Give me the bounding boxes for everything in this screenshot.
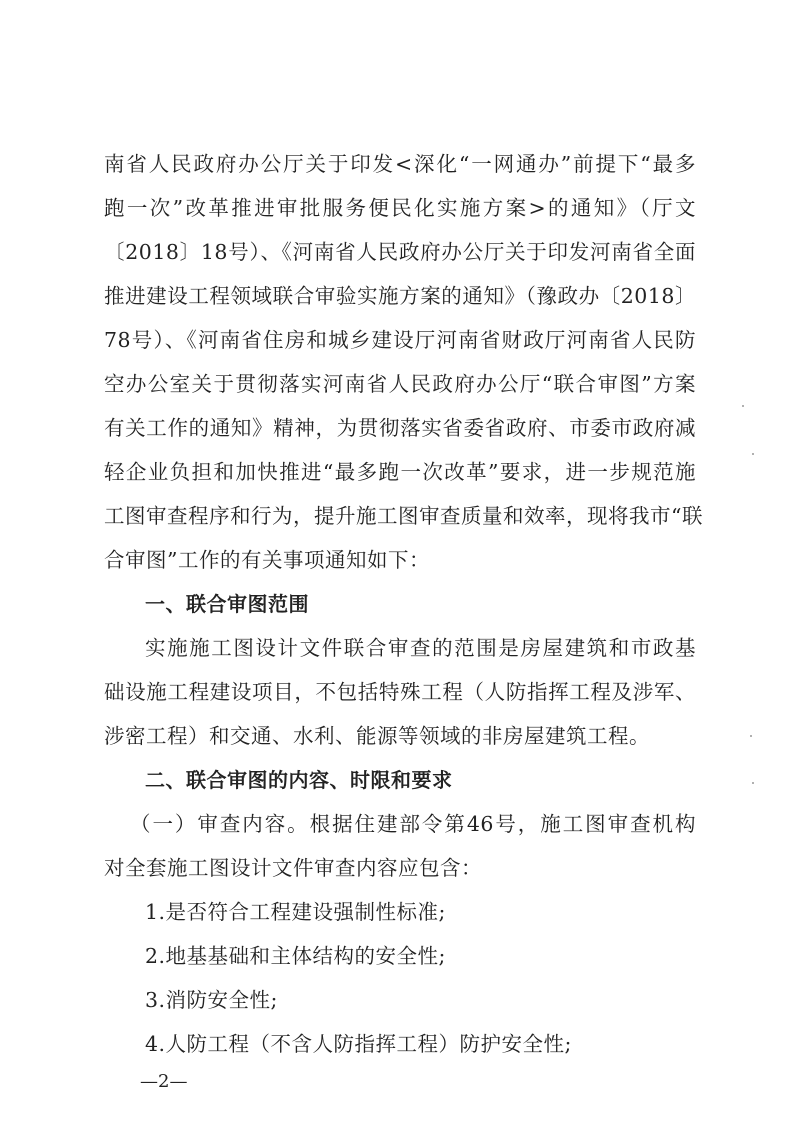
scan-speck	[750, 735, 752, 737]
text-line: 78号）、《河南省住房和城乡建设厅河南省财政厅河南省人民防	[104, 328, 696, 352]
text-line: 有关工作的通知》精神，为贯彻落实省委省政府、市委市政府减	[104, 416, 696, 440]
text-line: 对全套施工图设计文件审查内容应包含：	[104, 856, 482, 880]
text-line: 实施施工图设计文件联合审查的范围是房屋建筑和市政基	[145, 636, 696, 660]
text-line: 空办公室关于贯彻落实河南省人民政府办公厅“联合审图”方案	[104, 372, 696, 396]
section-heading: 二、联合审图的内容、时限和要求	[145, 768, 453, 792]
text-line: 南省人民政府办公厅关于印发<深化“一网通办”前提下“最多	[104, 152, 696, 176]
text-line: （一）审查内容。根据住建部令第46号，施工图审查机构	[130, 812, 696, 836]
list-item: 1.是否符合工程建设强制性标准;	[145, 900, 446, 924]
scan-speck	[752, 453, 754, 455]
text-line: 推进建设工程领域联合审验实施方案的通知》（豫政办〔2018〕	[104, 284, 696, 308]
text-line: 轻企业负担和加快推进“最多跑一次改革”要求，进一步规范施	[104, 460, 696, 484]
page-number: —2—	[140, 1071, 188, 1092]
scan-speck	[742, 405, 744, 407]
list-item: 4.人防工程（不含人防指挥工程）防护安全性;	[145, 1032, 572, 1056]
text-line: 跑一次”改革推进审批服务便民化实施方案>的通知》（厅文	[104, 196, 696, 220]
text-line: 工图审查程序和行为，提升施工图审查质量和效率，现将我市“联	[104, 504, 703, 528]
text-line: 合审图”工作的有关事项通知如下：	[104, 548, 430, 572]
list-item: 2.地基基础和主体结构的安全性;	[145, 944, 446, 968]
list-item: 3.消防安全性;	[145, 988, 278, 1012]
text-line: 础设施工程建设项目，不包括特殊工程（人防指挥工程及涉军、	[104, 680, 696, 704]
scan-speck	[752, 782, 754, 784]
text-line: 涉密工程）和交通、水利、能源等领域的非房屋建筑工程。	[104, 724, 650, 748]
section-heading: 一、联合审图范围	[145, 592, 309, 616]
text-line: 〔2018〕18号）、《河南省人民政府办公厅关于印发河南省全面	[104, 240, 696, 264]
